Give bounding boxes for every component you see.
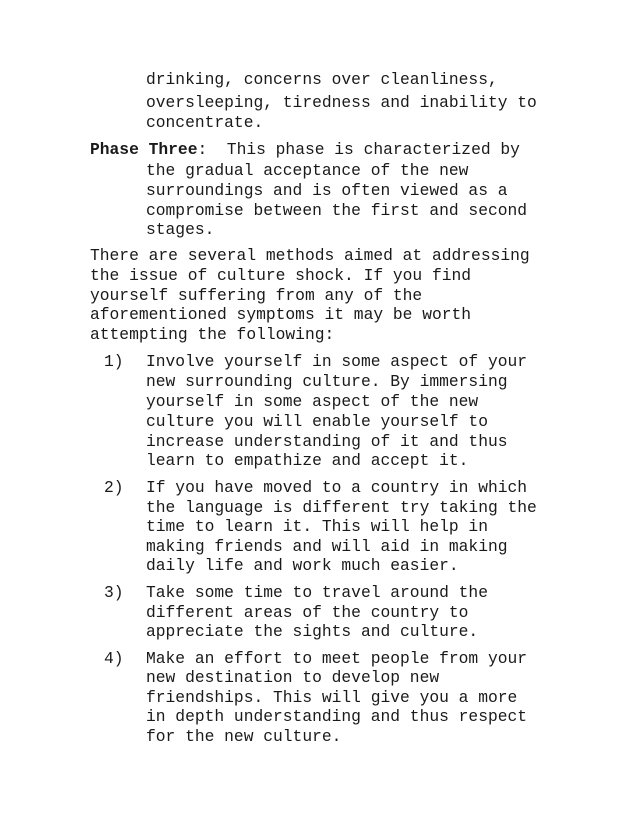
phase2-line: drinking, concerns over cleanliness,	[146, 70, 498, 89]
list-item-number: 4)	[104, 649, 124, 668]
intro-line: attempting the following:	[90, 325, 335, 344]
phase3-colon: :	[197, 140, 208, 159]
list-item-line: different areas of the country to	[146, 603, 469, 622]
list-item-line: the language is different try taking the	[146, 498, 537, 517]
list-item-line: making friends and will aid in making	[146, 537, 508, 556]
intro-line: the issue of culture shock. If you find	[90, 266, 472, 285]
list-item-line: If you have moved to a country in which	[146, 478, 528, 497]
list-item-line: learn to empathize and accept it.	[146, 451, 469, 470]
list-item-number: 1)	[104, 352, 124, 371]
phase3-line: the gradual acceptance of the new	[146, 161, 469, 180]
list-item-line: for the new culture.	[146, 727, 342, 746]
list-item-line: Take some time to travel around the	[146, 583, 488, 602]
phase3-first-line	[90, 140, 520, 161]
list-item-line: culture you will enable yourself to	[146, 412, 488, 431]
list-item-line: appreciate the sights and culture.	[146, 622, 479, 641]
list-item-line: new destination to develop new	[146, 668, 440, 687]
intro-line: aforementioned symptoms it may be worth	[90, 305, 472, 324]
list-item-line: new surrounding culture. By immersing	[146, 372, 508, 391]
list-item-line: Make an effort to meet people from your	[146, 649, 528, 668]
phase2-line: oversleeping, tiredness and inability to	[146, 93, 537, 112]
phase2-line: concentrate.	[146, 113, 264, 132]
list-item-number: 2)	[104, 478, 124, 497]
list-item-line: in depth understanding and thus respect	[146, 707, 528, 726]
phase3-text: This phase is characterized by	[207, 140, 520, 159]
list-item-number: 3)	[104, 583, 124, 602]
phase3-line: compromise between the first and second	[146, 201, 528, 220]
list-item-line: Involve yourself in some aspect of your	[146, 352, 528, 371]
list-item-line: daily life and work much easier.	[146, 556, 459, 575]
phase3-line: stages.	[146, 220, 215, 239]
list-item-line: increase understanding of it and thus	[146, 432, 508, 451]
phase3-label: Phase Three	[90, 140, 198, 159]
list-item-line: time to learn it. This will help in	[146, 517, 488, 536]
intro-line: There are several methods aimed at addressing	[90, 246, 530, 265]
phase3-line: surroundings and is often viewed as a	[146, 181, 508, 200]
list-item-line: friendships. This will give you a more	[146, 688, 518, 707]
list-item-line: yourself in some aspect of the new	[146, 392, 479, 411]
intro-line: yourself suffering from any of the	[90, 286, 423, 305]
